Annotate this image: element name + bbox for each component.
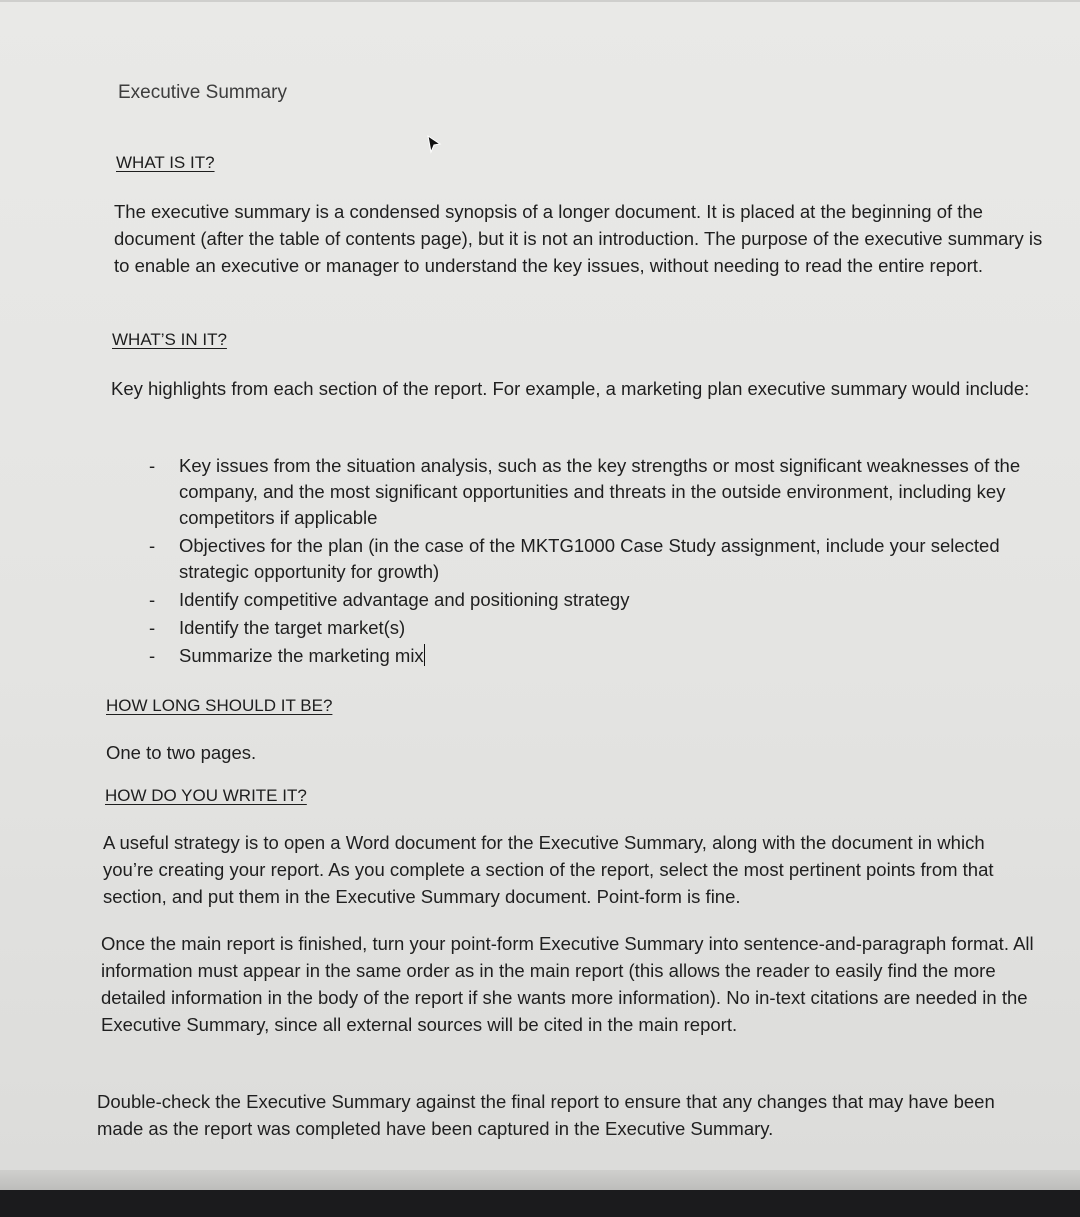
text-caret: [424, 644, 425, 666]
list-item: - Summarize the marketing mix: [112, 643, 1037, 669]
list-item: - Key issues from the situation analysis, such as the key strengths or most significant weaknesses of the company, and the most significant opportunities and threats in the outside environment, including key competitors if applicable: [149, 455, 1021, 528]
heading-whats-in-it: WHAT’S IN IT?: [112, 330, 227, 349]
heading-how-to-write: HOW DO YOU WRITE IT?: [105, 786, 307, 805]
para-how-to-write-1: A useful strategy is to open a Word document for the Executive Summary, along with the document in which you’re creating your report. As you complete a section of the report, select the most pertinent points from that section, and put them in the Executive Summary document. Point-form is fine.: [103, 832, 994, 907]
bullet-dash: -: [149, 589, 156, 610]
para-how-to-write-2: Once the main report is finished, turn your point-form Executive Summary into sentence-and-paragraph format. All information must appear in the same order as in the main report (this allows the reader to easily find the more detailed information in the body of the report if she wants more information). No in-text citations are needed in the Executive Summary, since all external sources will be cited in the main report.: [101, 933, 1034, 1035]
para-how-to-write-3: Double-check the Executive Summary against the final report to ensure that any changes that may have been made as the report was completed have been captured in the Executive Summary.: [97, 1091, 995, 1139]
list-item: - Identify competitive advantage and positioning strategy: [112, 587, 1037, 613]
page-shadow: [0, 1170, 1080, 1190]
para-whats-in-it: Key highlights from each section of the report. For example, a marketing plan executive summary would include:: [111, 378, 1030, 399]
bullet-dash: -: [149, 455, 156, 476]
list-item: - Objectives for the plan (in the case of the MKTG1000 Case Study assignment, include your selected strategic opportunity for growth): [149, 535, 1000, 582]
bullet-dash: -: [149, 535, 156, 556]
highlights-list: [112, 453, 1037, 671]
document-title: Executive Summary: [118, 82, 287, 103]
heading-how-long: HOW LONG SHOULD IT BE?: [106, 696, 333, 715]
mouse-pointer-icon: [425, 134, 443, 156]
bullet-dash: -: [149, 617, 156, 638]
list-item: - Identify the target market(s): [112, 615, 1037, 641]
para-how-long: One to two pages.: [106, 742, 257, 763]
para-what-is-it: The executive summary is a condensed synopsis of a longer document. It is placed at the beginning of the document (after the table of contents page), but it is not an introduction. The purpose of the executive summary is to enable an executive or manager to understand the key issues, without needing to read the entire report.: [114, 201, 1043, 276]
heading-what-is-it: WHAT IS IT?: [116, 153, 215, 172]
monitor-bezel: [0, 1190, 1080, 1217]
bullet-dash: -: [149, 645, 156, 666]
